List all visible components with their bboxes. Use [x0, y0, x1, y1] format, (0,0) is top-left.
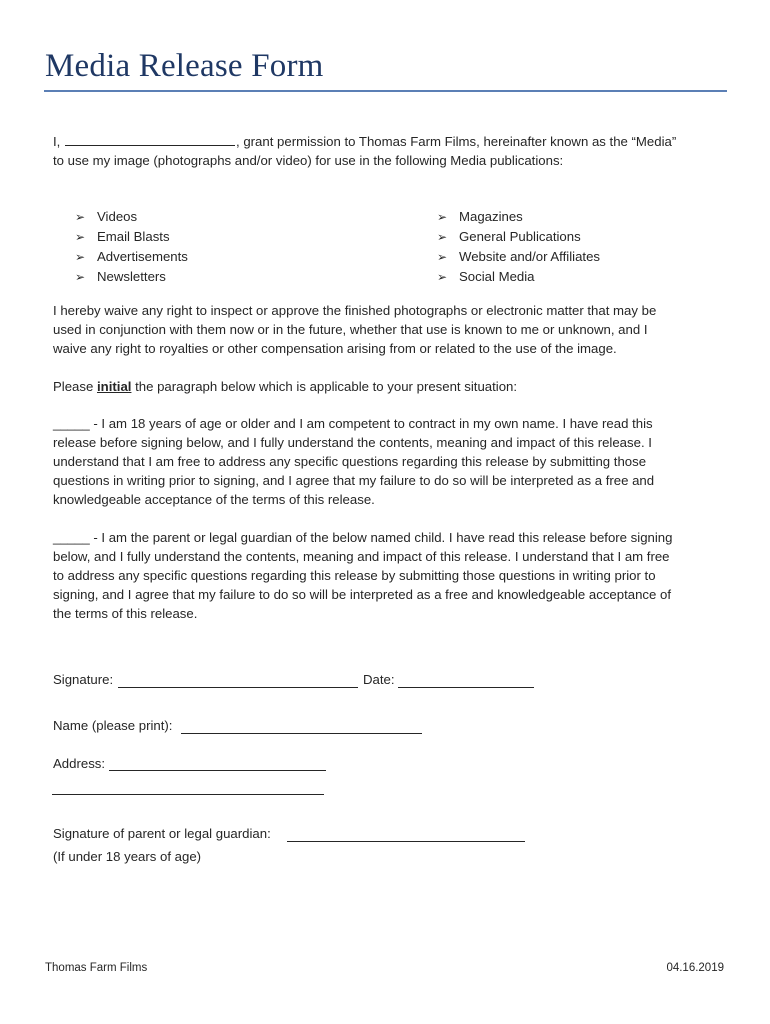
date-label: Date: [363, 672, 395, 687]
waiver-line: I hereby waive any right to inspect or approve the finished photographs or electronic matter that may be [53, 303, 657, 318]
adult-consent-line: understand that I am free to address any specific questions regarding this release by submitting those [53, 454, 647, 469]
title-divider [44, 90, 727, 92]
publication-label: Website and/or Affiliates [459, 249, 600, 264]
guardian-consent-paragraph [53, 528, 721, 623]
signature-label: Signature: [53, 672, 114, 687]
adult-consent-line: release before signing below, and I fully understand the contents, meaning and impact of this release. I [53, 435, 652, 450]
guardian-initial-blank[interactable]: _____ [53, 530, 90, 545]
adult-consent-line: questions in writing prior to signing, and I agree that my failure to do so will be interpreted as a free and [53, 473, 655, 488]
publication-label: Magazines [459, 209, 523, 224]
adult-consent-line: knowledgeable acceptance of the terms of this release. [53, 492, 375, 507]
intro-line-1-text: , grant permission to Thomas Farm Films, hereinafter known as the “Media” [236, 134, 677, 149]
guardian-consent-line: to address any specific questions regarding this release by submitting those questions in writing prior to [53, 568, 656, 583]
initial-instruction [53, 377, 721, 396]
address-label: Address: [53, 756, 106, 771]
arrow-bullet-icon: ➢ [75, 210, 86, 224]
footer-date: 04.16.2019 [666, 962, 724, 974]
arrow-bullet-icon: ➢ [437, 230, 448, 244]
guardian-age-note: (If under 18 years of age) [53, 849, 202, 864]
guardian-signature-field[interactable] [287, 841, 525, 842]
arrow-bullet-icon: ➢ [437, 270, 448, 284]
guardian-consent-first-line: - I am the parent or legal guardian of the below named child. I have read this release before signing [89, 530, 673, 545]
adult-consent-paragraph [53, 414, 721, 509]
initial-instruction-before: Please [53, 379, 97, 394]
publication-item [75, 227, 188, 247]
publication-label: Newsletters [97, 269, 166, 284]
intro-prefix: I, [53, 134, 61, 149]
intro-line-1 [53, 131, 721, 151]
guardian-consent-line: signing, and I agree that my failure to do so will be interpreted as a free and knowledgeable acceptance of [53, 587, 672, 602]
address-field-line-2[interactable] [52, 794, 324, 795]
signature-field[interactable] [118, 687, 358, 688]
adult-consent-first-line: - I am 18 years of age or older and I am competent to contract in my own name. I have read this [89, 416, 653, 431]
publication-label: General Publications [459, 229, 581, 244]
publication-item [75, 247, 188, 267]
initial-instruction-after: the paragraph below which is applicable to your present situation: [131, 379, 518, 394]
publication-item [75, 267, 188, 287]
publication-item [437, 267, 600, 287]
intro-line-2: to use my image (photographs and/or video) for use in the following Media publications: [53, 153, 564, 168]
waiver-line: used in conjunction with them now or in the future, whether that use is known to me or unknown, and I [53, 322, 648, 337]
waiver-paragraph [53, 301, 721, 358]
address-field-line-1[interactable] [109, 770, 326, 771]
footer-company: Thomas Farm Films [45, 962, 148, 974]
arrow-bullet-icon: ➢ [75, 270, 86, 284]
publication-label: Email Blasts [97, 229, 170, 244]
initial-emphasis: initial [97, 379, 132, 394]
guardian-consent-line: below, and I fully understand the contents, meaning and impact of this release. I understand that I am free [53, 549, 670, 564]
adult-initial-blank[interactable]: _____ [53, 416, 90, 431]
guardian-signature-label: Signature of parent or legal guardian: [53, 826, 271, 841]
waiver-line: waive any right to royalties or other compensation arising from or related to the use of the image. [53, 341, 617, 356]
name-blank-field[interactable] [65, 131, 235, 146]
arrow-bullet-icon: ➢ [75, 250, 86, 264]
publication-item [437, 227, 600, 247]
publication-item [437, 207, 600, 227]
publications-list-right [437, 207, 600, 287]
arrow-bullet-icon: ➢ [75, 230, 86, 244]
publication-label: Social Media [459, 269, 535, 284]
form-title: Media Release Form [45, 48, 324, 84]
name-print-label: Name (please print): [53, 718, 173, 733]
publication-item [437, 247, 600, 267]
arrow-bullet-icon: ➢ [437, 250, 448, 264]
publications-list-left [75, 207, 188, 287]
guardian-consent-line: the terms of this release. [53, 606, 198, 621]
publication-item [75, 207, 188, 227]
publication-label: Videos [97, 209, 138, 224]
publication-label: Advertisements [97, 249, 188, 264]
arrow-bullet-icon: ➢ [437, 210, 448, 224]
intro-paragraph [53, 131, 721, 170]
date-field[interactable] [398, 687, 534, 688]
name-print-field[interactable] [181, 733, 422, 734]
